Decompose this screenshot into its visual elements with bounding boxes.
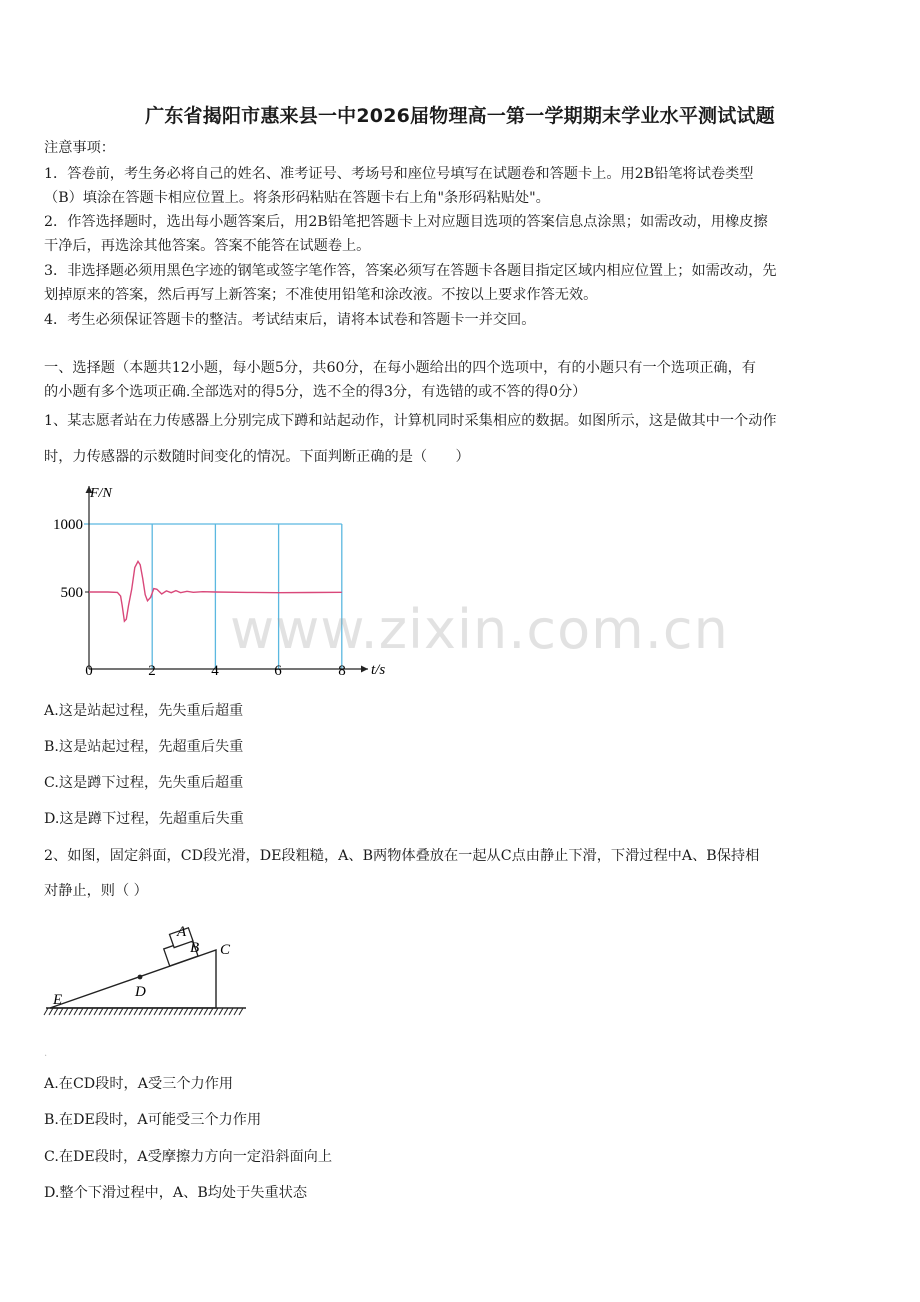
x-tick-label: 6 [274, 663, 282, 679]
label-c: C [220, 942, 231, 958]
page-title: 广东省揭阳市惠来县一中2026届物理高一第一学期期末学业水平测试试题 [145, 105, 775, 127]
q1-option-c[interactable]: C.这是蹲下过程，先失重后超重 [44, 775, 244, 791]
notice-line: 1．答卷前，考生务必将自己的姓名、准考证号、考场号和座位号填写在试题卷和答题卡上。用2B铅笔将试卷类型 [44, 166, 754, 182]
q1-option-a[interactable]: A.这是站起过程，先失重后超重 [44, 703, 244, 719]
notice-line: （B）填涂在答题卡相应位置上。将条形码粘贴在答题卡右上角"条形码粘贴处"。 [44, 190, 550, 206]
x-tick-label: 2 [148, 663, 156, 679]
point-d-dot [138, 975, 143, 980]
notice-line: 划掉原来的答案，然后再写上新答案；不准使用铅笔和涂改液。不按以上要求作答无效。 [44, 287, 598, 303]
q1-option-d[interactable]: D.这是蹲下过程，先超重后失重 [44, 811, 244, 827]
x-tick-label: 0 [85, 663, 93, 679]
label-d: D [135, 984, 146, 1000]
x-axis-label: t/s [371, 662, 386, 678]
q2-option-a[interactable]: A.在CD段时，A受三个力作用 [44, 1076, 234, 1092]
question-1-stem: 1、某志愿者站在力传感器上分别完成下蹲和站起动作，计算机同时采集相应的数据。如图所示，这是做其中一个动作 [44, 413, 777, 429]
ground-hatching [44, 1008, 243, 1015]
y-tick-label: 1000 [53, 517, 83, 533]
question-2-stem: 2、如图，固定斜面，CD段光滑，DE段粗糙，A、B两物体叠放在一起从C点由静止下滑，下滑过程中A、B保持相 [44, 848, 760, 864]
notice-line: 干净后，再选涂其他答案。答案不能答在试题卷上。 [44, 238, 371, 254]
x-tick-label: 4 [211, 663, 219, 679]
section-instructions: 一、选择题（本题共12小题，每小题5分，共60分，在每小题给出的四个选项中，有的小题只有一个选项正确，有 [44, 360, 756, 376]
question-2-stem: 对静止，则（ ） [44, 883, 148, 899]
notice-line: 3．非选择题必须用黑色字迹的钢笔或签字笔作答，答案必须写在答题卡各题目指定区域内相应位置上；如需改动，先 [44, 263, 777, 279]
watermark: www.zixin.com.cn [230, 598, 729, 661]
x-tick-label: 8 [338, 663, 346, 679]
notice-line: 2．作答选择题时，选出每小题答案后，用2B铅笔把答题卡上对应题目选项的答案信息点涂黑；如需改动，用橡皮擦 [44, 214, 768, 230]
notice-heading: 注意事项： [44, 140, 115, 156]
label-b: B [190, 940, 200, 956]
question-1-stem: 时，力传感器的示数随时间变化的情况。下面判断正确的是（ ） [44, 449, 470, 465]
q2-option-d[interactable]: D.整个下滑过程中，A、B均处于失重状态 [44, 1185, 308, 1201]
q2-option-b[interactable]: B.在DE段时，A可能受三个力作用 [44, 1112, 262, 1128]
stray-mark: . [44, 1048, 48, 1059]
section-instructions: 的小题有多个选项正确.全部选对的得5分，选不全的得3分，有选错的或不答的得0分） [44, 384, 587, 400]
notice-line: 4．考生必须保证答题卡的整洁。考试结束后，请将本试卷和答题卡一并交回。 [44, 312, 536, 328]
label-a: A [177, 924, 187, 940]
y-tick-label: 500 [60, 585, 83, 601]
incline-diagram [40, 912, 252, 1024]
label-e: E [53, 992, 63, 1008]
q2-option-c[interactable]: C.在DE段时，A受摩擦力方向一定沿斜面向上 [44, 1149, 333, 1165]
q1-option-b[interactable]: B.这是站起过程，先超重后失重 [44, 739, 244, 755]
y-axis-label: F/N [90, 486, 112, 501]
